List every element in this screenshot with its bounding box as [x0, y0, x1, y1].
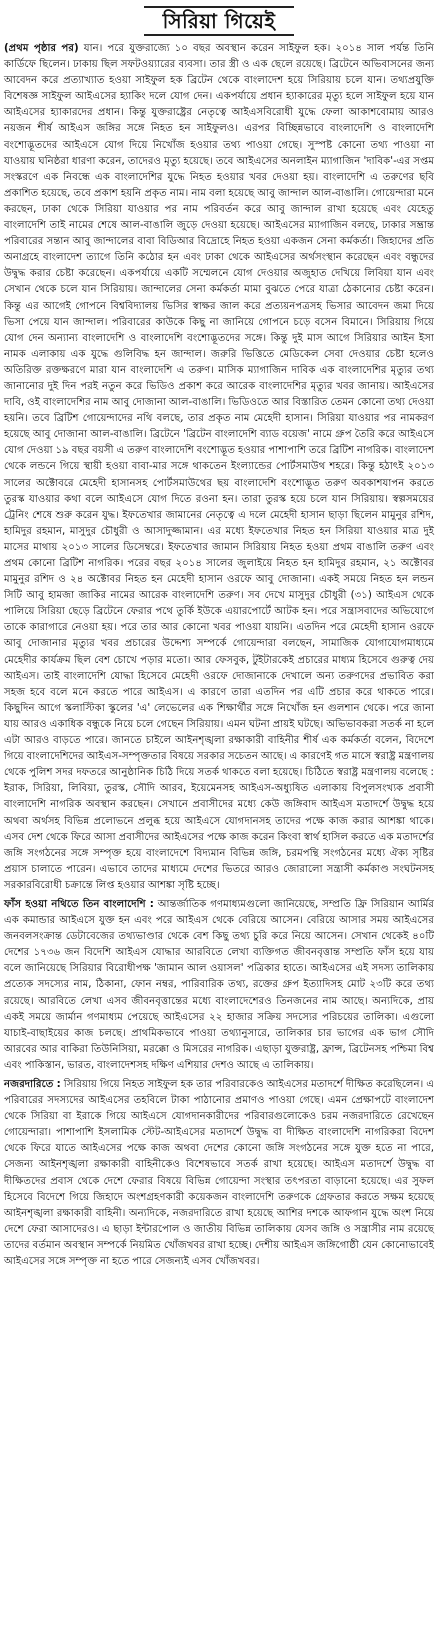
paragraph-text: সিরিয়ায় গিয়ে নিহত সাইফুল হক তার পরিবারকেও আইএসের মতাদর্শে দীক্ষিত করেছিলেন। এ পরিবারের সদস্যদের আইএসের তহবিলে টাকা পাঠানোর প্রমাণও পাওয়া গেছে। এমন প্রেক্ষাপটে বাংলাদেশ থেকে সিরিয়া বা ইরাকে গিয়ে আইএসে যোগদানকারীদের পরিবারগুলোকেও চরম নজরদারিতে রেখেছেন গোয়েন্দারা। পাশাপাশি ইসলামিক স্টেট-আইএসের মতাদর্শে উদ্বুদ্ধ বা দীক্ষিত বাংলাদেশি নাগরিকরা বিদেশ থেকে ফিরে যাতে আইএসের পক্ষে কাজ অথবা দেশের কোনো জঙ্গি সংগঠনের সঙ্গে যুক্ত হতে না পারে, সেজন্য আইনশৃঙ্খলা রক্ষাকারী বাহিনীকেও বিশেষভাবে সতর্ক রাখা হয়েছে। আইএস মতাদর্শে উদ্বুদ্ধ বা দীক্ষিতদের প্রবাস থেকে দেশে ফেরার বিষয়ে বিভিন্ন গোয়েন্দা সংস্থার তৎপরতা বাড়ানো হয়েছে। এর সুফল হিসেবে বিদেশে গিয়ে জিহাদে অংশগ্রহণকারী কয়েকজন বাংলাদেশি তরুণকে গ্রেফতার করতে সক্ষম হয়েছে আইনশৃঙ্খলা রক্ষাকারী বাহিনী। অন্যদিকে, নজরদারিতে রাখা হয়েছে আশির দশকে আফগান যুদ্ধে অংশ নিয়ে দেশে ফেরা আসাদেরও। এ ছাড়া ইন্টারপোল ও জাতীয় বিভিন্ন তালিকায় যেসব জঙ্গি ও সন্ত্রাসীর নাম রয়েছে তাদের বর্তমান অবস্থান সম্পর্কে নিয়মিত খোঁজখবর রাখা হচ্ছে। দেশীয় আইএস জঙ্গিগোষ্ঠী যেন কোনোভাবেই আইএসের সঙ্গে সম্পৃক্ত না হতে পারে সেজন্যই এসব খোঁজখবর।: [4, 1079, 435, 1268]
paragraph-text: যান। পরে যুক্তরাজ্যে ১০ বছর অবস্থান করেন সাইফুল হক। ২০১৪ সাল পর্যন্ত তিনি কার্ডিফে ছিলেন। ঢাকায় ছিল সফটওয়্যারের ব্যবসা। তার স্ত্রী ও এক ছেলে রয়েছে। ব্রিটেনে অভিবাসনের জন্য আবেদন করে প্রত্যাখ্যাত হওয়া সাইফুল হক ব্রিটেন থেকে বাংলাদেশ হয়ে সিরিয়ায় চলে যান। তথ্যপ্রযুক্তি বিশেষজ্ঞ সাইফুল আইএসের হ্যাকিং দলে যোগ দেন। একপর্যায়ে প্রধান হ্যাকারের মৃত্যু হলে সাইফুল হয়ে যান আইএসের হ্যাকারদের প্রধান। কিন্তু যুক্তরাষ্ট্রের নেতৃত্বে আইএসবিরোধী যুদ্ধে ফেলা আকাশবোমায় আরও নয়জন শীর্ষ আইএস জঙ্গির সঙ্গে নিহত হন সাইফুলও। এরপর বিচ্ছিন্নভাবে বাংলাদেশি ও বাংলাদেশি বংশোদ্ভূতদের আইএসে যোগ দিয়ে নিখোঁজ হওয়ার তথ্য পাওয়া গেছে। সুস্পষ্ট কোনো তথ্য পাওয়া না যাওয়ায় ঘনিষ্ঠরা ধারণা করেন, তাদেরও মৃত্যু হয়েছে। তবে আইএসের অনলাইন ম্যাগাজিন 'দাবিক'-এর সপ্তম সংস্করণে এক নিবন্ধে এক বাংলাদেশির যুদ্ধে নিহত হওয়ার খবর দেওয়া হয়। বাংলাদেশি এ তরুণের ছবি প্রকাশিত হয়েছে, তবে প্রকাশ হয়নি প্রকৃত নাম। নাম বলা হয়েছে আবু জান্দাল আল-বাঙালি। গোয়েন্দারা মনে করছেন, ঢাকা থেকে সিরিয়া যাওয়ার পর নাম পরিবর্তন করে আবু জান্দাল রাখা হয়েছে এবং যেহেতু বাংলাদেশি তাই নামের শেষে আল-বাঙালি জুড়ে দেওয়া হয়েছে। আইএসের ম্যাগাজিন বলছে, ঢাকার সম্ভ্রান্ত পরিবারের সন্তান আবু জান্দালের বাবা বিডিআর বিদ্রোহে নিহত হওয়া একজন সেনা কর্মকর্তা। জিহাদের প্রতি অনাগ্রহে বাংলাদেশ ত্যাগে তিনি কঠোর হন এবং ঢাকা থেকে আইএসের অর্থসংস্থান করেছেন এবং বন্ধুদের উদ্বুদ্ধ করার চেষ্টা করেছেন। একপর্যায়ে একটি সম্মেলনে যোগ দেওয়ার অজুহাত দেখিয়ে লিবিয়া যান এবং সেখান থেকে চলে যান সিরিয়ায়। জান্দালের সেনা কর্মকর্তা মামা বুঝতে পেরে যাত্রা ঠেকানোর চেষ্টা করেন। কিন্তু এর আগেই গোপনে বিশ্ববিদ্যালয় ভিসির স্বাক্ষর জাল করে প্রত্যয়নপত্রসহ ভিসার আবেদন জমা দিয়ে ভিসা পেয়ে যান জান্দাল। পরিবারের কাউকে কিছু না জানিয়ে গোপনে চড়ে বসেন বিমানে। সিরিয়ায় গিয়ে যোগ দেন অন্যান্য বাংলাদেশি ও বাংলাদেশি বংশোদ্ভূতদের সঙ্গে। কিন্তু দুই মাস আগে সিরিয়ার আইন ইসা নামক এলাকায় এক যুদ্ধে গুলিবিদ্ধ হন জান্দাল। জরুরি ভিত্তিতে মেডিকেল সেবা দেওয়ার চেষ্টা হলেও অতিরিক্ত রক্তক্ষরণে মারা যান বাংলাদেশি এ তরুণ। মাসিক ম্যাগাজিন দাবিক এক বাংলাদেশির মৃত্যুর তথ্য জানানোর দুই দিন পরই নতুন করে ভিডিও প্রকাশ করে আরেক বাংলাদেশির মৃত্যুর খবর জানায়। আইএসের দাবি, ওই বাংলাদেশির নাম আবু দোজানা আল-বাঙালি। ভিডিওতে আর বিস্তারিত তেমন কোনো তথ্য দেওয়া হয়নি। তবে ব্রিটিশ গোয়েন্দাদের নথি বলছে, তার প্রকৃত নাম মেহেদী হাসান। সিরিয়া যাওয়ার পর নামকরণ হয়েছে আবু দোজানা আল-বাঙালি। ব্রিটেনে 'ব্রিটেন বাংলাদেশি ব্যাড বয়েজ' নামে গ্রুপ তৈরি করে আইএসে যোগ দেওয়া ১৯ বছর বয়সী এ তরুণ বাংলাদেশি বংশোদ্ভূত হওয়ার পাশাপাশি তরে ব্রিটিশ নাগরিক। বাংলাদেশ থেকে লন্ডনে গিয়ে স্থায়ী হওয়া বাবা-মার সঙ্গে থাকতেন ইংল্যান্ডের পোর্টসমাউথ শহরে। কিন্তু হঠাৎই ২০১৩ সালের অক্টোবরে মেহেদী হাসানসহ পোর্টসমাউথের ছয় বাংলাদেশি বংশোদ্ভূত তরুণ অবকাশযাপন করতে তুরস্ক যাওয়ার কথা বলে আইএসে যোগ দিতে রওনা হন। তারা তুরস্ক হয়ে চলে যান সিরিয়ায়। স্বল্পসময়ের ট্রেনিং শেষে শুরু করেন যুদ্ধ। ইফতেখার জামানের নেতৃত্বে এ দলে মেহেদী হাসান ছাড়া ছিলেন মামুনুর রশিদ, হামিদুর রহমান, মাসুদুর চৌধুরী ও আসাদুজ্জামান। এর মধ্যে ইফতেখার নিহত হন সিরিয়া যাওয়ার মাত্র দুই মাসের মাথায় ২০১৩ সালের ডিসেম্বরে। ইফতেখার জামান সিরিয়ায় নিহত হওয়া প্রথম বাঙালি তরুণ এবং প্রথম কোনো ব্রিটিশ নাগরিক। পরের বছর ২০১৪ সালের জুলাইয়ে নিহত হন হামিদুর রহমান, ২১ অক্টোবর মামুনুর রশিদ ও ২৪ অক্টোবর নিহত হন মেহেদী হাসান ওরফে আবু দোজানা। একই সময়ে নিহত হন লন্ডন সিটি আবু হামজা জাকির নামের আরেক বাংলাদেশি তরুণ। সব দেখে মাসুদুর চৌধুরী (৩১) আইএস থেকে পালিয়ে সিরিয়া ছেড়ে ব্রিটেনে ফেরার পথে তুর্কি ইউকে এয়ারপোর্টে আটক হন। পরে সন্ত্রাসবাদের অভিযোগে তাকে কারাগারে নেওয়া হয়। পরে তার আর কোনো খবর পাওয়া যায়নি। এতদিন পরে মেহেদী হাসান ওরফে আবু দোজানার মৃত্যুর খবর প্রচারের উদ্দেশ্য সম্পর্কে গোয়েন্দারা বলছেন, সামাজিক যোগাযোগমাধ্যমে মেহেদীর কার্যক্রম ছিল বেশ চোখে পড়ার মতো। আর ফেসবুক, টুইটারকেই প্রচারের মাধ্যম হিসেবে গুরুত্ব দেয় আইএস। তাই বাংলাদেশি যোদ্ধা হিসেবে মেহেদী ওরফে দোজানাকে দেখালে অন্য তরুণদের প্রভাবিত করা সহজ হবে বলে মনে করতে পারে আইএস। এ কারণে তারা এতদিন পর এটি প্রচার করে থাকতে পারে। কিছুদিন আগে স্কলাস্টিকা স্কুলের 'এ' লেভেলের এক শিক্ষার্থীর সঙ্গে নিখোঁজ হন গুলশান থেকে। পরে জানা যায় আরও একাধিক বন্ধুকে নিয়ে চলে গেছেন সিরিয়ায়। এমন ঘটনা প্রায়ই ঘটছে। অভিভাবকরা সতর্ক না হলে এটা আরও বাড়তে পারে। জানতে চাইলে আইনশৃঙ্খলা রক্ষাকারী বাহিনীর শীর্ষ এক কর্মকর্তা বলেন, বিদেশে গিয়ে বাংলাদেশিদের আইএস-সম্পৃক্ততার বিষয়ে সরকার সচেতন আছে। এ কারণেই গত মাসে স্বরাষ্ট্র মন্ত্রণালয় থেকে পুলিশ সদর দফতরে আনুষ্ঠানিক চিঠি দিয়ে সতর্ক থাকতে বলা হয়েছে। চিঠিতে স্বরাষ্ট্র মন্ত্রণালয় বলেছে : ইরাক, সিরিয়া, লিবিয়া, তুরস্ক, সৌদি আরব, ইয়েমেনসহ আইএস-অধ্যুষিত এলাকায় বিপুলসংখ্যক প্রবাসী বাংলাদেশি নাগরিক অবস্থান করছেন। সেখানে প্রবাসীদের মধ্যে কেউ জঙ্গিবাদ আইএস মতাদর্শে উদ্বুদ্ধ হয়ে অথবা অর্থসহ বিভিন্ন প্রলোভনে প্রলুব্ধ হয়ে আইএসে যোগদানসহ তাদের পক্ষে কাজ করার আশঙ্কা থাকে। এসব দেশ থেকে ফিরে আসা প্রবাসীদের আইএসের পক্ষে কাজ করেন কিংবা স্বার্থ হাসিল করতে এক মতাদর্শের জঙ্গি সংগঠনের সঙ্গে সম্পৃক্ত হয়ে বাংলাদেশে বিদ্যমান বিভিন্ন জঙ্গি, চরমপন্থি সংগঠনের মধ্যে ঐক্য সৃষ্টির প্রয়াস চালাতে পারেন। এভাবে তাদের মাধ্যমে দেশের ভিতরে আরও জোরালো সন্ত্রাসী কর্মকাণ্ড সংঘটনসহ সরকারবিরোধী চক্রান্তে লিপ্ত হওয়ার আশঙ্কা সৃষ্টি হচ্ছে।: [4, 43, 435, 891]
article-paragraph-surveillance: [4, 1077, 434, 1270]
continuation-label: (প্রথম পৃষ্ঠার পর): [4, 43, 79, 54]
article-paragraph-intro: [4, 41, 434, 894]
headline: সিরিয়া গিয়েই: [162, 9, 276, 33]
subheading-surveillance: নজরদারিতে :: [4, 1079, 61, 1090]
article-paragraph-leaked-documents: [4, 897, 434, 1074]
subheading-leaked-documents: ফাঁস হওয়া নথিতে তিন বাংলাদেশি :: [4, 898, 154, 910]
paragraph-text: আন্তর্জাতিক গণমাধ্যমগুলো জানিয়েছে, সম্প্রতি ফ্রি সিরিয়ান আর্মির এক কমান্ডার আইএসে যুক্ত হন এবং পরে আইএস থেকে বেরিয়ে আসেন। বেরিয়ে আসার সময় আইএসের জনবলসংক্রান্ত ডেটাবেজের তথ্যভাণ্ডার থেকে বেশ কিছু তথ্য চুরি করে নিয়ে আসেন। সেখান থেকেই ৪০টি দেশের ১৭৩৬ জন বিদেশি আইএস যোদ্ধার আরবিতে লেখা ব্যক্তিগত জীবনবৃত্তান্ত সম্প্রতি ফাঁস হয়ে যায় বলে জানিয়েছে সিরিয়ার বিরোধীপক্ষ 'জামান আল ওয়াসল' পত্রিকার হাতে। আইএসের এই সদস্য তালিকায় প্রত্যেক সদস্যের নাম, ঠিকানা, ফোন নম্বর, পারিবারিক তথ্য, রক্তের গ্রুপ ইত্যাদিসহ মোট ২৩টি করে তথ্য রয়েছে। আরবিতে লেখা এসব জীবনবৃত্তান্তের মধ্যে বাংলাদেশেরও তিনজনের নাম আছে। অন্যদিকে, প্রায় একই সময়ে জার্মান গণমাধ্যম পেয়েছে আইএসের ২২ হাজার সক্রিয় সদস্যের পরিচয়ের তালিকা। এগুলো যাচাই-বাছাইয়ের কাজ চলছে। প্রাথমিকভাবে পাওয়া তথ্যানুসারে, তালিকার চার ভাগের এক ভাগ সৌদি আরবের আর বাকিরা তিউনিসিয়া, মরক্কো ও মিসরের নাগরিক। এছাড়া যুক্তরাষ্ট্র, ফ্রান্স, ব্রিটেনসহ পশ্চিমা বিশ্ব এবং পাকিস্তান, ভারত, বাংলাদেশসহ দক্ষিণ এশিয়ার দেশও আছে এ তালিকায়।: [4, 898, 435, 1071]
article-body: [4, 41, 434, 1270]
headline-box: [144, 6, 294, 36]
